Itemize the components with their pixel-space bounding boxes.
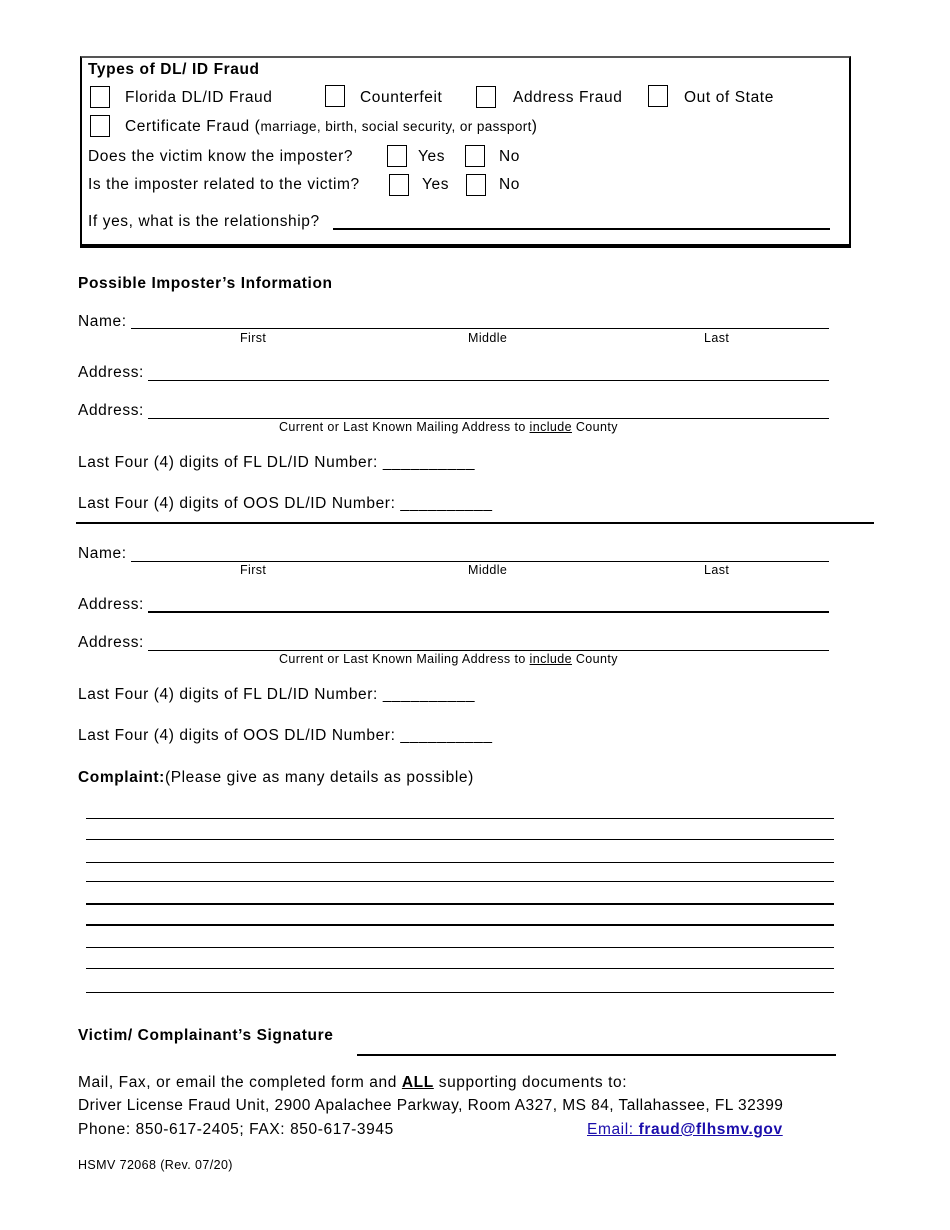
complaint-line[interactable] [86, 947, 834, 948]
address-hint-include: include [529, 420, 572, 434]
checkbox-certificate-fraud[interactable] [90, 115, 110, 137]
imposter1-address1-label: Address: [78, 364, 144, 381]
label-know-yes: Yes [418, 148, 446, 165]
relationship-label: If yes, what is the relationship? [88, 213, 320, 230]
imposter2-address2-label: Address: [78, 634, 144, 651]
relationship-input-line[interactable] [333, 228, 830, 230]
complaint-label: Complaint: [78, 769, 165, 786]
complaint-line[interactable] [86, 968, 834, 969]
complaint-heading [78, 769, 474, 787]
imposter1-address2-input-line[interactable] [148, 418, 829, 419]
imposter2-fl-dl-label[interactable]: Last Four (4) digits of FL DL/ID Number: __________ [78, 686, 476, 703]
imposter1-address2-label: Address: [78, 402, 144, 419]
imposter1-name-label: Name: [78, 313, 127, 330]
checkbox-florida-dl-id-fraud[interactable] [90, 86, 110, 108]
mail-instructions [78, 1074, 627, 1092]
label-know-no: No [499, 148, 521, 165]
phone-fax: Phone: 850-617-2405; FAX: 850-617-3945 [78, 1121, 394, 1138]
address-hint-post: County [571, 420, 618, 434]
label-out-of-state: Out of State [684, 89, 774, 106]
complaint-line[interactable] [86, 903, 834, 905]
mail-post: supporting documents to: [433, 1074, 628, 1091]
imposter2-last-caption: Last [704, 563, 730, 577]
label-related-no: No [499, 176, 521, 193]
imposter1-fl-dl-label[interactable]: Last Four (4) digits of FL DL/ID Number: __________ [78, 454, 476, 471]
label-related-yes: Yes [422, 176, 450, 193]
checkbox-know-no[interactable] [465, 145, 485, 167]
form-id: HSMV 72068 (Rev. 07/20) [78, 1158, 233, 1172]
imposter1-middle-caption: Middle [468, 331, 508, 345]
imposter2-first-caption: First [240, 563, 267, 577]
imposter2-address2-input-line[interactable] [148, 650, 829, 651]
imposter1-last-caption: Last [704, 331, 730, 345]
complaint-line[interactable] [86, 839, 834, 840]
certificate-fraud-text: Certificate Fraud ( [125, 118, 261, 135]
certificate-fraud-close: ) [531, 118, 538, 135]
address-hint-post: County [571, 652, 618, 666]
complaint-line[interactable] [86, 924, 834, 926]
imposter2-address-hint [279, 652, 618, 666]
imposter1-address1-input-line[interactable] [148, 380, 829, 381]
signature-label: Victim/ Complainant’s Signature [78, 1027, 334, 1044]
checkbox-counterfeit[interactable] [325, 85, 345, 107]
checkbox-know-yes[interactable] [387, 145, 407, 167]
address-hint-pre: Current or Last Known Mailing Address to [279, 652, 530, 666]
email-label: Email: [587, 1121, 639, 1138]
complaint-hint: (Please give as many details as possible) [164, 769, 474, 786]
email-link[interactable] [587, 1121, 783, 1139]
complaint-line[interactable] [86, 862, 834, 863]
imposter2-oos-dl-label[interactable]: Last Four (4) digits of OOS DL/ID Number: __________ [78, 727, 493, 744]
imposter1-first-caption: First [240, 331, 267, 345]
checkbox-related-yes[interactable] [389, 174, 409, 196]
imposter2-middle-caption: Middle [468, 563, 508, 577]
imposter1-oos-dl-label[interactable]: Last Four (4) digits of OOS DL/ID Number: __________ [78, 495, 493, 512]
checkbox-out-of-state[interactable] [648, 85, 668, 107]
certificate-fraud-detail: marriage, birth, social security, or passport [260, 119, 532, 134]
address-hint-pre: Current or Last Known Mailing Address to [279, 420, 530, 434]
label-counterfeit: Counterfeit [360, 89, 443, 106]
checkbox-address-fraud[interactable] [476, 86, 496, 108]
imposter2-address1-input-line[interactable] [148, 611, 829, 613]
imposter1-name-input-line[interactable] [131, 328, 829, 329]
imposter2-name-input-line[interactable] [131, 561, 829, 562]
mail-pre: Mail, Fax, or email the completed form and [78, 1074, 402, 1091]
mail-all: ALL [401, 1074, 434, 1091]
question-imposter-related: Is the imposter related to the victim? [88, 176, 360, 193]
label-florida-dl-id-fraud: Florida DL/ID Fraud [125, 89, 273, 106]
fraud-unit-address: Driver License Fraud Unit, 2900 Apalachee Parkway, Room A327, MS 84, Tallahassee, FL 32399 [78, 1097, 784, 1114]
complaint-line[interactable] [86, 818, 834, 819]
imposter1-address-hint [279, 420, 618, 434]
imposter-section-heading: Possible Imposter’s Information [78, 275, 333, 292]
email-address[interactable]: fraud@flhsmv.gov [638, 1121, 783, 1138]
imposter2-name-label: Name: [78, 545, 127, 562]
label-address-fraud: Address Fraud [513, 89, 623, 106]
label-certificate-fraud [125, 118, 538, 136]
complaint-line[interactable] [86, 881, 834, 882]
imposter2-address1-label: Address: [78, 596, 144, 613]
fraud-types-heading: Types of DL/ ID Fraud [88, 61, 260, 78]
address-hint-include: include [529, 652, 572, 666]
question-victim-knows-imposter: Does the victim know the imposter? [88, 148, 354, 165]
checkbox-related-no[interactable] [466, 174, 486, 196]
imposter-separator [76, 522, 874, 524]
complaint-line[interactable] [86, 992, 834, 993]
signature-input-line[interactable] [357, 1054, 836, 1056]
